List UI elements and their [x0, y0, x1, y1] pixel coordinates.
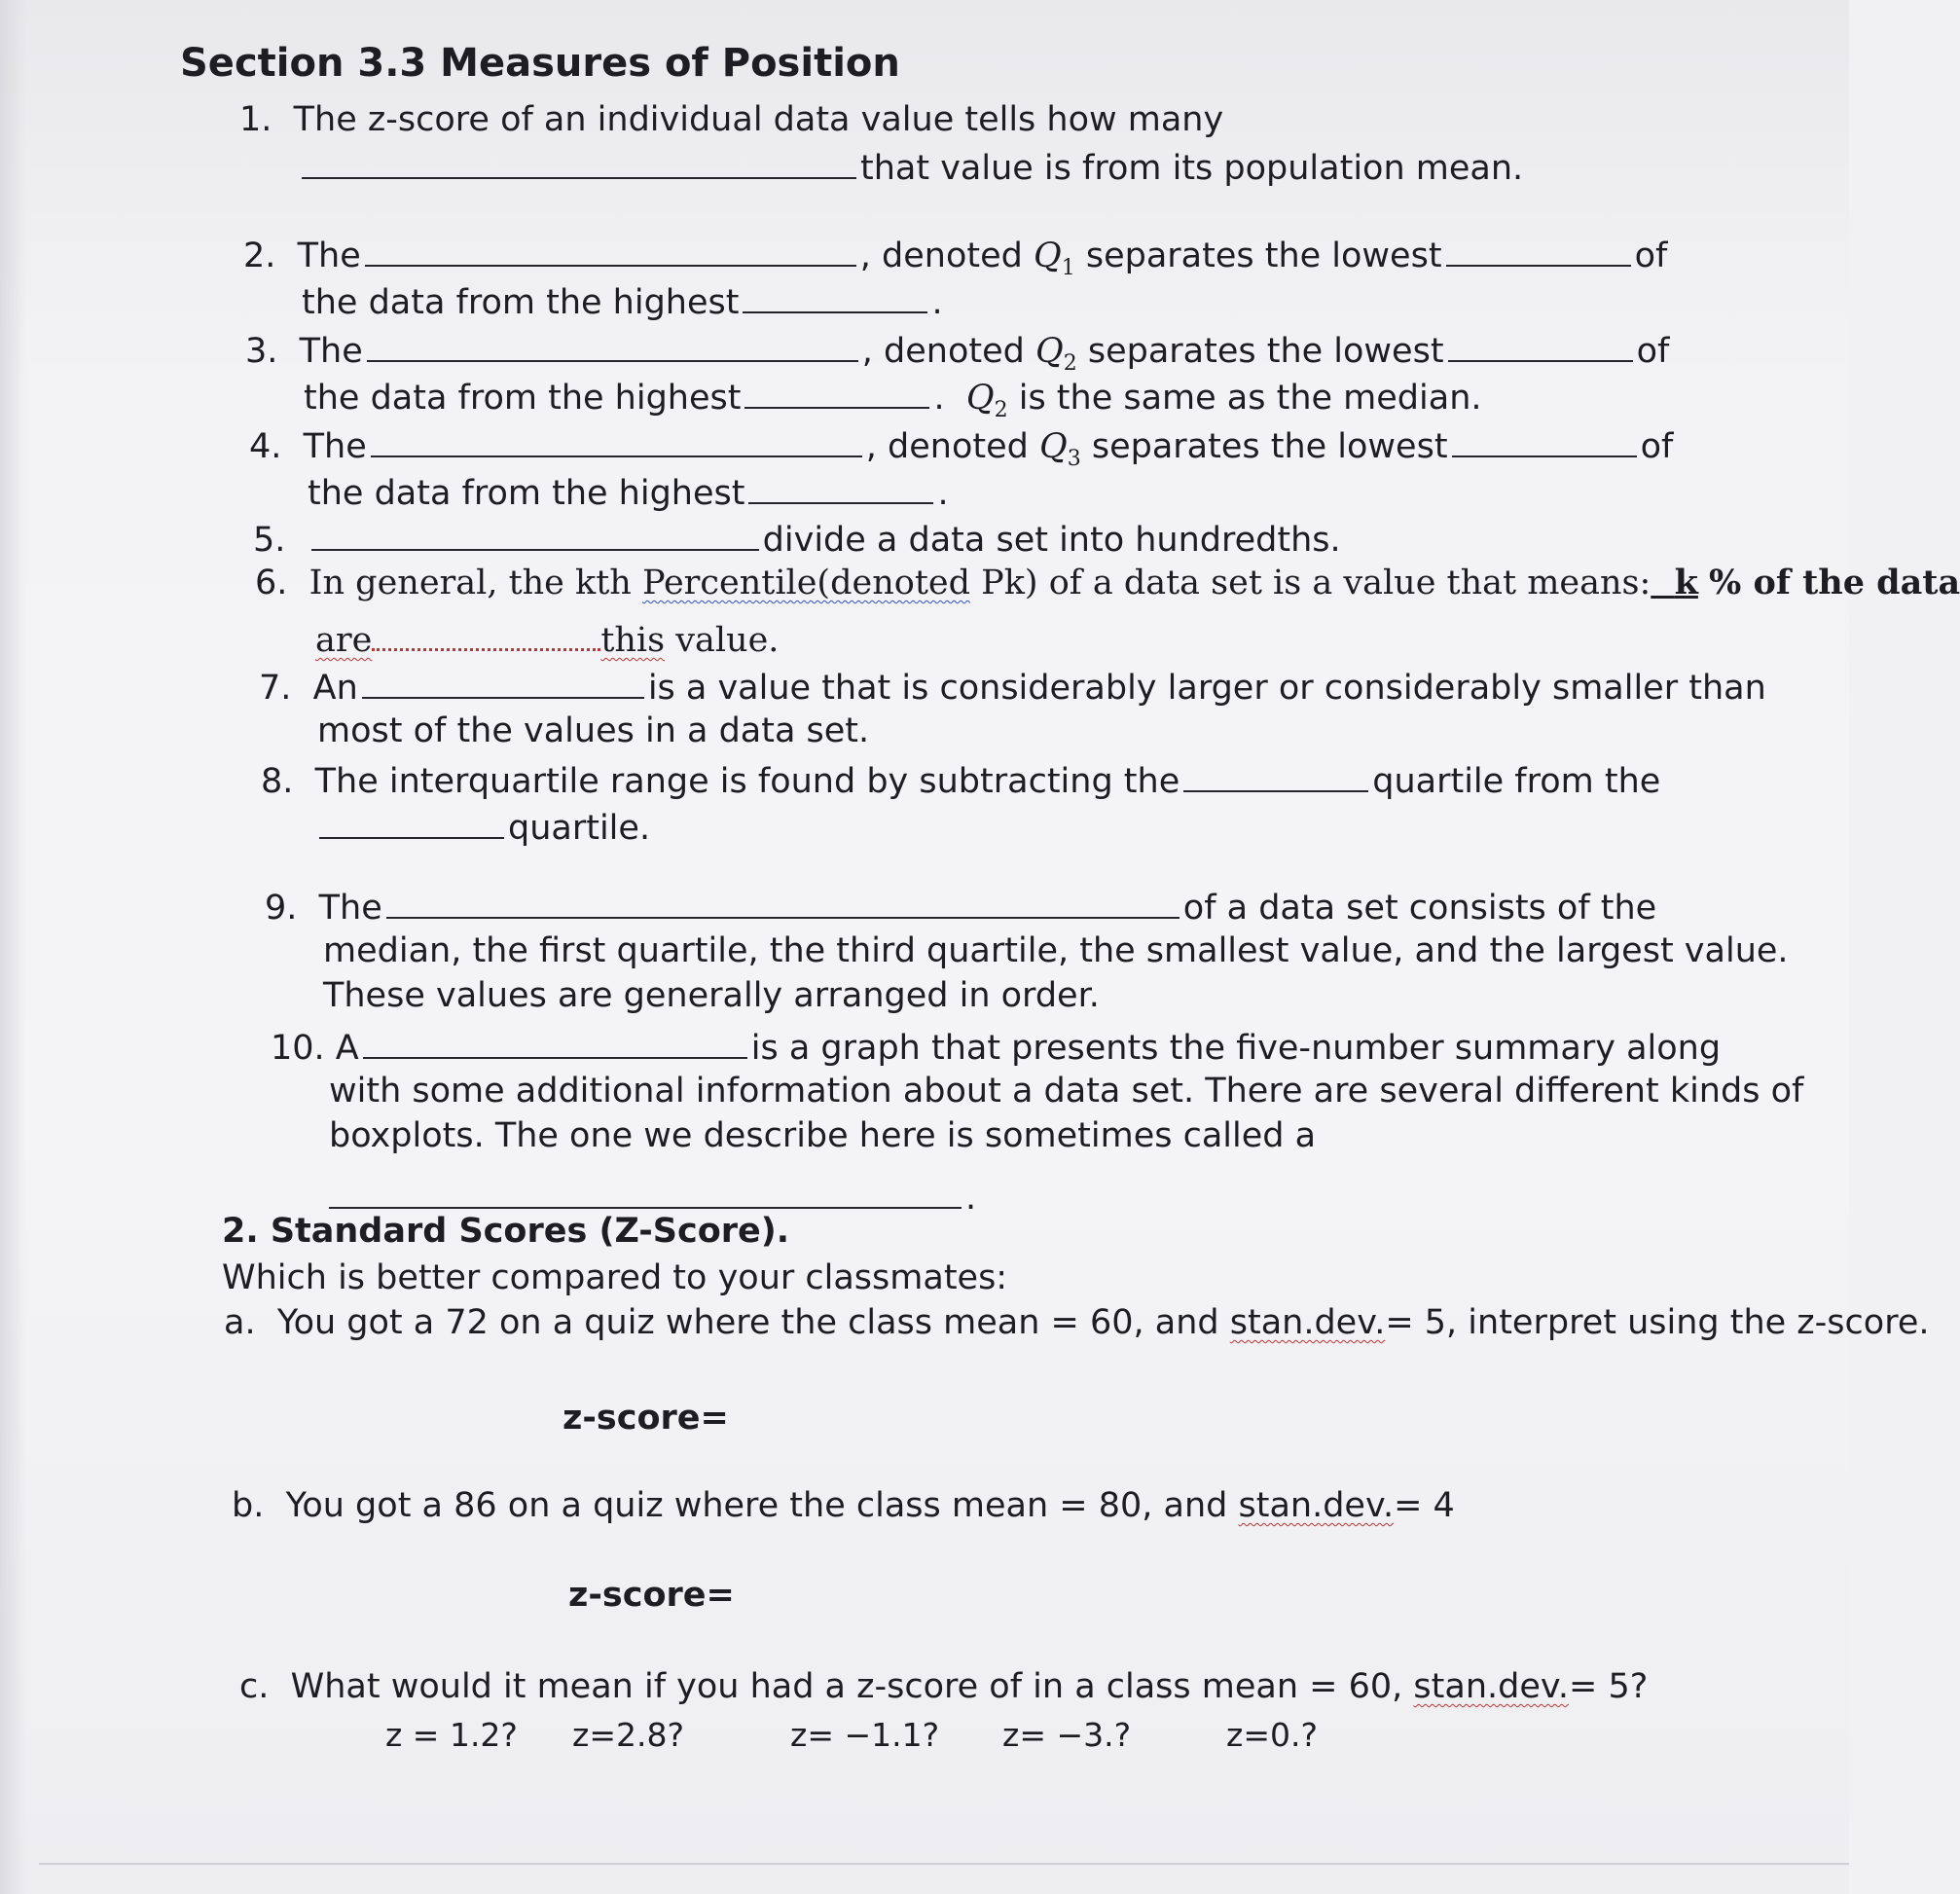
- quartile-symbol: $Q_1$: [1034, 237, 1075, 280]
- z-value-1: z = 1.2?: [385, 1716, 518, 1754]
- question-5: [253, 516, 1341, 563]
- stan-dev-term: stan.dev.: [1229, 1303, 1386, 1342]
- question-number: 10. A: [271, 1029, 359, 1068]
- answer-blank[interactable]: [319, 804, 504, 839]
- question-number: 1.: [239, 100, 272, 139]
- word-the: The: [297, 237, 361, 275]
- section-heading: 2. Standard Scores (Z-Score).: [222, 1212, 790, 1251]
- question-6-text-mid: of a data set is a value that means:: [1048, 564, 1651, 602]
- quartile-symbol: $Q_2$: [965, 379, 1008, 422]
- question-number: 3.: [245, 332, 278, 371]
- quartile-symbol: $Q_3$: [1039, 427, 1081, 471]
- question-8-text-end: quartile.: [508, 809, 651, 848]
- question-1-line-1: [239, 97, 1223, 142]
- denoted-text: , denoted: [859, 237, 1023, 275]
- question-3-text-2: the data from the highest: [304, 379, 742, 418]
- answer-blank[interactable]: [365, 232, 856, 267]
- answer-blank[interactable]: [743, 278, 927, 313]
- period: .: [937, 474, 949, 513]
- question-number: 8.: [261, 762, 294, 801]
- answer-blank[interactable]: [1446, 232, 1631, 267]
- of-text: of: [1640, 427, 1674, 466]
- part-label: b.: [232, 1486, 265, 1525]
- section-intro: Which is better compared to your classmates:: [222, 1258, 1008, 1297]
- denoted-text: , denoted: [865, 427, 1029, 466]
- question-8-text-mid: quartile from the: [1372, 762, 1661, 801]
- answer-blank[interactable]: [1448, 327, 1633, 362]
- question-10-line-1: [271, 1024, 1721, 1071]
- word-the: The: [318, 889, 382, 928]
- question-10-text-2: with some additional information about a data set. There are several different kinds of: [329, 1072, 1804, 1111]
- word-the: The: [303, 427, 367, 466]
- median-text: is the same as the median.: [1018, 379, 1482, 418]
- question-9-text-2: median, the first quartile, the third quartile, the smallest value, and the largest value.: [323, 931, 1789, 970]
- answer-blank[interactable]: [367, 327, 858, 362]
- period: .: [931, 283, 943, 322]
- question-9-line-1: [265, 884, 1656, 930]
- question-number: 6.: [255, 564, 288, 602]
- of-text: of: [1634, 237, 1668, 275]
- question-1-text: The z-score of an individual data value tells how many: [293, 100, 1224, 139]
- question-1-text-2: that value is from its population mean.: [860, 149, 1524, 188]
- word-are: are: [315, 621, 373, 660]
- question-8-line-1: [261, 757, 1660, 804]
- separates-text: separates the lowest: [1087, 332, 1444, 371]
- answer-blank[interactable]: [311, 516, 759, 551]
- stan-dev-term: stan.dev.: [1238, 1486, 1395, 1525]
- question-10-line-3: [329, 1113, 1316, 1158]
- answer-blank[interactable]: [1183, 757, 1368, 792]
- k-value: k: [1674, 563, 1698, 602]
- answer-blank[interactable]: [386, 884, 1180, 919]
- question-9-line-3: [323, 973, 1100, 1018]
- question-4-line-2: [308, 469, 949, 516]
- answer-blank[interactable]: [748, 469, 933, 504]
- question-7-text-2: most of the values in a data set.: [317, 711, 870, 750]
- question-7-line-2: [317, 709, 869, 753]
- question-6-line-2: [315, 615, 779, 663]
- page-title: Section 3.3 Measures of Position: [180, 41, 900, 86]
- question-4-text-2: the data from the highest: [308, 474, 745, 513]
- part-c-text-tail: = 5?: [1569, 1667, 1649, 1706]
- part-c-question: [239, 1664, 1648, 1709]
- part-c-text: What would it mean if you had a z-score of in a class mean = 60,: [290, 1667, 1403, 1706]
- quartile-symbol: $Q_2$: [1035, 332, 1077, 376]
- question-5-text: divide a data set into hundredths.: [762, 521, 1341, 560]
- part-a-text: You got a 72 on a quiz where the class mean = 60, and: [276, 1303, 1219, 1342]
- question-10-text-3: boxplots. The one we describe here is sometimes called a: [329, 1116, 1317, 1155]
- question-1-line-2: [298, 144, 1523, 191]
- question-8-line-2: [319, 804, 650, 851]
- question-number: 5.: [253, 521, 286, 560]
- question-6-bold-tail: % of the data: [1709, 563, 1960, 602]
- question-9-text: of a data set consists of the: [1182, 889, 1657, 928]
- z-value-3: z= −1.1?: [790, 1716, 940, 1754]
- period: .: [965, 1179, 977, 1218]
- word-the: The: [299, 332, 363, 371]
- of-text: of: [1636, 332, 1670, 371]
- denoted-text: , denoted: [861, 332, 1025, 371]
- part-label: a.: [224, 1303, 256, 1342]
- question-6-line-1: [255, 561, 1960, 605]
- question-9-text-3: These values are generally arranged in order.: [323, 976, 1100, 1015]
- period: .: [933, 379, 945, 418]
- answer-blank[interactable]: [362, 664, 644, 699]
- question-number: 2.: [243, 237, 276, 275]
- question-2-text-2: the data from the highest: [302, 283, 740, 322]
- percentile-term: Percentile(denoted: [641, 564, 970, 602]
- question-8-text: The interquartile range is found by subtracting the: [314, 762, 1180, 801]
- question-number: 4.: [249, 427, 282, 466]
- pk-symbol: Pk): [981, 564, 1038, 602]
- question-10-line-2: [329, 1069, 1803, 1113]
- question-10-text: is a graph that presents the five-number summary along: [750, 1029, 1722, 1068]
- z-score-label-b: z-score=: [568, 1576, 735, 1615]
- answer-blank[interactable]: [329, 1174, 962, 1209]
- question-6-text: In general, the kth: [309, 564, 632, 602]
- question-7-text: is a value that is considerably larger or considerably smaller than: [647, 669, 1766, 708]
- z-value-4: z= −3.?: [1002, 1716, 1132, 1754]
- separates-text: separates the lowest: [1091, 427, 1448, 466]
- separates-text: separates the lowest: [1085, 237, 1442, 275]
- word-value: value.: [675, 621, 780, 660]
- answer-blank[interactable]: [363, 1024, 747, 1059]
- answer-blank[interactable]: [371, 422, 862, 457]
- part-b-text: You got a 86 on a quiz where the class mean = 80, and: [285, 1486, 1228, 1525]
- answer-blank[interactable]: [1452, 422, 1637, 457]
- z-value-2: z=2.8?: [572, 1716, 684, 1754]
- answer-blank[interactable]: [372, 615, 600, 651]
- z-score-label-a: z-score=: [563, 1399, 729, 1438]
- question-number: 9.: [265, 889, 298, 928]
- stan-dev-term: stan.dev.: [1413, 1667, 1570, 1706]
- answer-blank[interactable]: [302, 144, 856, 179]
- part-label: c.: [239, 1667, 270, 1706]
- part-b-text-tail: = 4: [1394, 1486, 1455, 1525]
- part-a-text-tail: = 5, interpret using the z-score.: [1385, 1303, 1930, 1342]
- part-a-question: [224, 1300, 1929, 1345]
- part-b-question: [232, 1483, 1455, 1528]
- z-value-5: z=0.?: [1226, 1716, 1318, 1754]
- word-this: this: [600, 621, 666, 660]
- question-9-line-2: [323, 929, 1789, 973]
- question-2-line-2: [302, 278, 943, 325]
- answer-blank[interactable]: [744, 374, 929, 409]
- question-7-line-1: [259, 664, 1766, 710]
- question-number: 7.: [259, 669, 292, 708]
- word-an: An: [312, 669, 358, 708]
